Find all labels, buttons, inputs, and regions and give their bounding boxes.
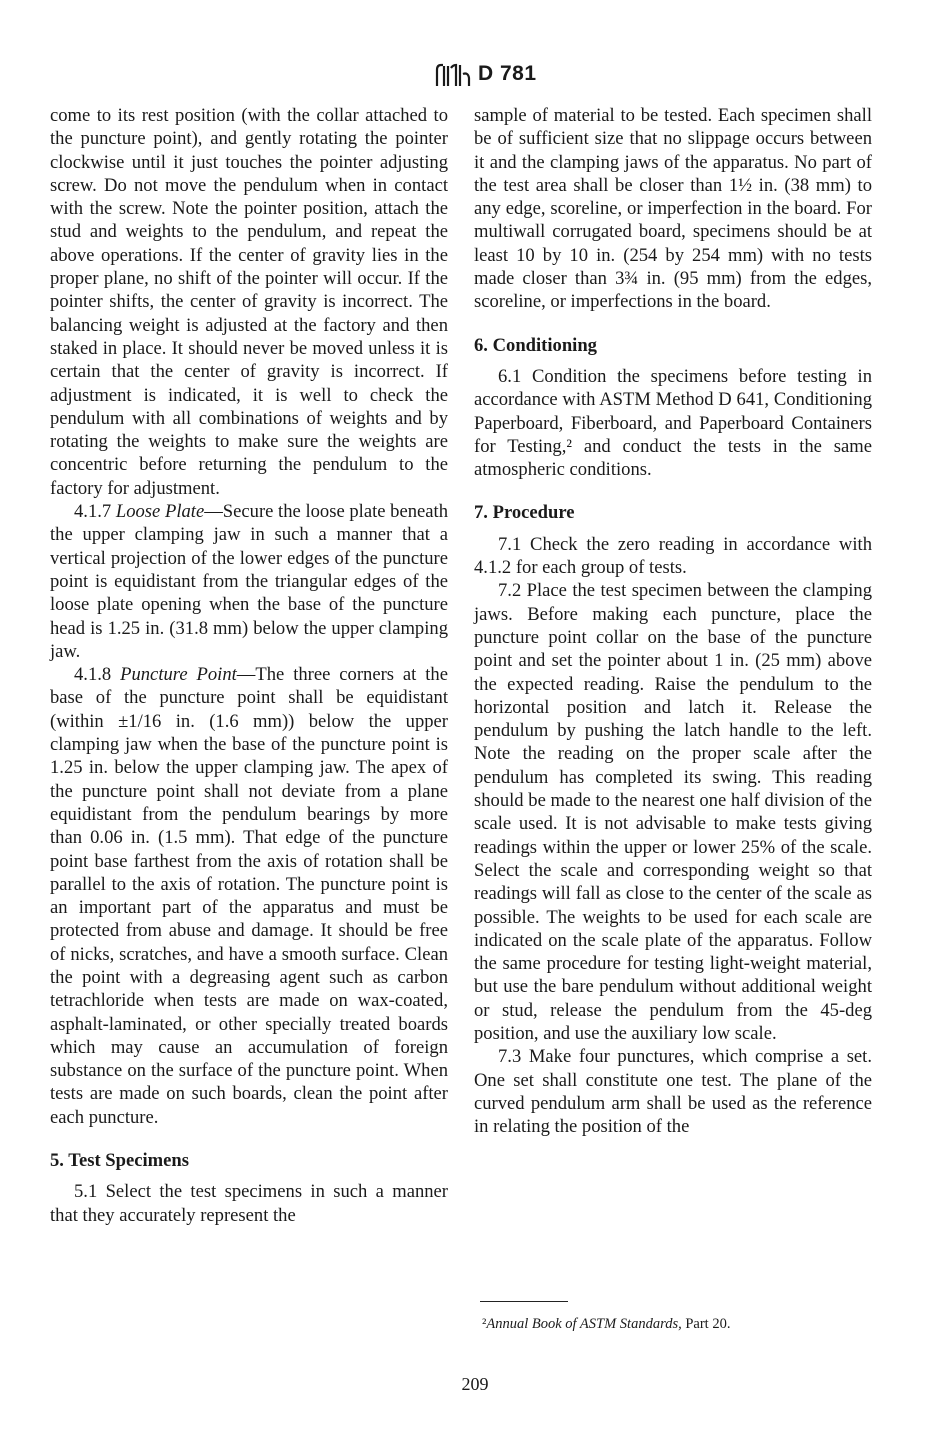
section-4-1-7 bbox=[50, 500, 448, 663]
section-5-1: 5.1 Select the test specimens in such a manner that they accurately represent the bbox=[50, 1181, 448, 1226]
standard-designation: D 781 bbox=[478, 62, 537, 85]
continuation-paragraph: sample of material to be tested. Each specimen shall be of sufficient size that no slippage occurs between it and the clamping jaws of the apparatus. No part of the test area shall be closer than 1½ in. (38 mm) to any edge, scoreline, or imperfection in the board. For multiwall corrugated board, specimens should be at least 10 by 10 in. (254 by 254 mm) with no tests made closer than 3¾ in. (95 mm) from the edges, scoreline, or imperfections in the board. bbox=[474, 105, 872, 313]
footnote-suffix: Part 20. bbox=[681, 1316, 731, 1332]
right-column bbox=[474, 104, 872, 1138]
footnote-divider bbox=[480, 1301, 568, 1302]
section-7-1: 7.1 Check the zero reading in accordance with 4.1.2 for each group of tests. bbox=[474, 533, 872, 579]
heading-procedure: 7. Procedure bbox=[474, 502, 575, 524]
section-title: Puncture Point bbox=[120, 664, 237, 686]
heading-test-specimens: 5. Test Specimens bbox=[50, 1150, 189, 1172]
section-title: Loose Plate bbox=[115, 501, 205, 523]
section-4-1-8 bbox=[50, 663, 448, 1129]
footnote bbox=[482, 1316, 730, 1333]
section-number: 4.1.8 bbox=[74, 664, 112, 686]
section-7-2: 7.2 Place the test specimen between the clamping jaws. Before making each puncture, place the puncture point collar on the base of the puncture point and set the pointer about 1 in. (25 mm) above the expected reading. Raise the pendulum to the horizontal position and latch it. Release the pendulum by pushing the latch handle to the left. Note the reading on the proper scale after the pendulum has completed its swing. This reading should be made to the nearest one half division of the scale used. It is not advisable to make tests giving readings within the upper or lower 25% of the scale. Select the scale and corresponding weight so that readings will fall as close to the center of the scale as possible. The weights to be used for each scale are indicated on the scale plate of the apparatus. Follow the same procedure for testing light-weight material, but use the bare pendulum without additional weight or stud, release the pendulum from the 45-deg position, and use the auxiliary low scale. bbox=[474, 580, 872, 1044]
section-text: —Secure the loose plate beneath the upper clamping jaw in such a manner that a vertical projection of the lower edges of the puncture point is equidistant from the triangular edges of the loose plate opening when the base of the puncture head is 1.25 in. (31.8 mm) below the upper clamping jaw. bbox=[50, 501, 448, 662]
section-6-1: 6.1 Condition the specimens before testing in accordance with ASTM Method D 641, Conditioning Paperboard, Fiberboard, and Paperboard Containers for Testing,² and conduct the tests in the same atmospheric conditions. bbox=[474, 365, 872, 481]
footnote-marker: ² bbox=[482, 1316, 487, 1332]
continuation-paragraph: come to its rest position (with the collar attached to the puncture point), and gently rotating the pointer clockwise until it just touches the pointer adjusting screw. Do not move the pendulum when in contact with the screw. Note the pointer position, attach the stud and weights to the pendulum, and repeat the above operations. If the center of gravity lies in the proper plane, no shift of the pointer will occur. If the pointer shifts, the center of gravity is incorrect. The balancing weight is adjusted at the factory and then staked in place. It should never be moved unless it is certain that the center of gravity is incorrect. If adjustment is indicated, it is well to check the pendulum with all combinations of weights and by rotating the weights to make sure the weights are concentric before returning the pendulum to the factory for adjustment. bbox=[50, 105, 448, 499]
footnote-title: Annual Book of ASTM Standards, bbox=[486, 1316, 682, 1332]
section-number: 4.1.7 bbox=[74, 501, 112, 523]
left-column bbox=[50, 104, 448, 1227]
astm-logo-icon bbox=[434, 62, 472, 88]
page-number: 209 bbox=[461, 1374, 489, 1394]
section-7-3: 7.3 Make four punctures, which comprise a set. One set shall constitute one test. The plane of the curved pendulum arm shall be used as the reference in relating the position of the bbox=[474, 1046, 872, 1138]
section-text: —The three corners at the base of the puncture point shall be equidistant (within ±1/16 in. (1.6 mm)) below the upper clamping jaw when the base of the puncture point is 1.25 in. below the upper clamping jaw. The apex of the puncture point shall not deviate from a plane equidistant from the pendulum bearings by more than 0.06 in. (1.5 mm). That edge of the puncture point base farthest from the axis of rotation shall be parallel to the axis of rotation. The puncture point is an important part of the apparatus and must be protected from abuse and damage. It should be free of nicks, scratches, and have a smooth surface. Clean the point with a degreasing agent such as carbon tetrachloride when tests are made on wax-coated, asphalt-laminated, or other specially treated boards which may cause an accumulation of foreign substance on the surface of the puncture point. When tests are made on such boards, clean the point after each puncture. bbox=[50, 664, 448, 1128]
page-header bbox=[0, 58, 950, 94]
heading-conditioning: 6. Conditioning bbox=[474, 334, 597, 356]
